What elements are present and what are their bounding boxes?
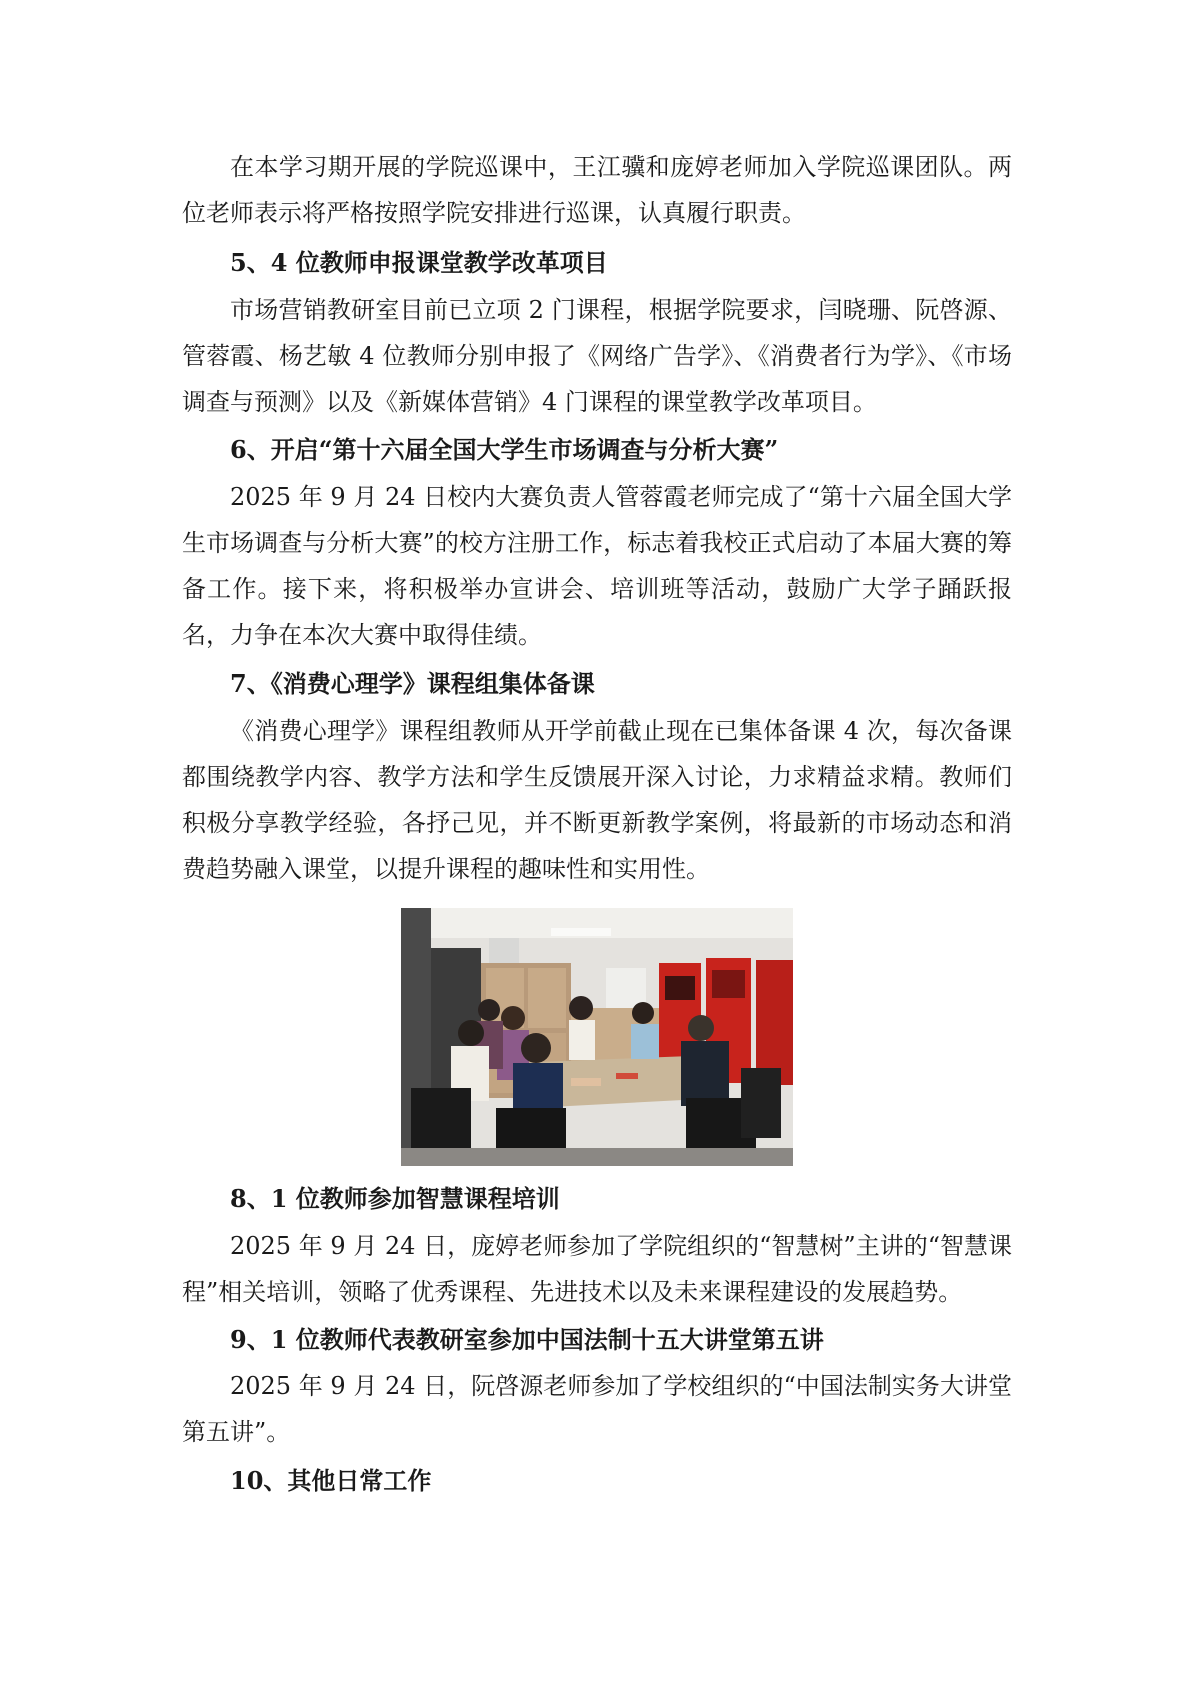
paragraph-section-9: 2025 年 9 月 24 日，阮啓源老师参加了学校组织的“中国法制实务大讲堂第五讲”。: [182, 1372, 1012, 1446]
heading-section-7: 7、《消费心理学》课程组集体备课: [230, 669, 595, 698]
paragraph-section-7: 《消费心理学》课程组教师从开学前截止现在已集体备课 4 次，每次备课都围绕教学内容、教学方法和学生反馈展开深入讨论，力求精益求精。教师们积极分享教学经验，各抒己见，并不断更新教学案例，将最新的市场动态和消费趋势融入课堂，以提升课程的趣味性和实用性。: [182, 717, 1012, 883]
paragraph-section-5: 市场营销教研室目前已立项 2 门课程，根据学院要求，闫晓珊、阮啓源、管蓉霞、杨艺敏 4 位教师分别申报了《网络广告学》、《消费者行为学》、《市场调查与预测》以及《新媒体营销》4 门课程的课堂教学改革项目。: [182, 296, 1012, 416]
meeting-photo: [401, 908, 793, 1166]
heading-section-8: 8、1 位教师参加智慧课程培训: [230, 1184, 560, 1213]
paragraph-campus-tour: 在本学习期开展的学院巡课中，王江骥和庞婷老师加入学院巡课团队。两位老师表示将严格按照学院安排进行巡课，认真履行职责。: [182, 153, 1012, 227]
paragraph-section-6: 2025 年 9 月 24 日校内大赛负责人管蓉霞老师完成了“第十六届全国大学生市场调查与分析大赛”的校方注册工作，标志着我校正式启动了本届大赛的筹备工作。接下来，将积极举办宣讲会、培训班等活动，鼓励广大学子踊跃报名，力争在本次大赛中取得佳绩。: [182, 483, 1012, 649]
heading-section-5: 5、4 位教师申报课堂教学改革项目: [230, 248, 608, 277]
heading-section-10: 10、其他日常工作: [230, 1466, 432, 1495]
paragraph-section-8: 2025 年 9 月 24 日，庞婷老师参加了学院组织的“智慧树”主讲的“智慧课程”相关培训，领略了优秀课程、先进技术以及未来课程建设的发展趋势。: [182, 1232, 1012, 1306]
heading-section-6: 6、开启“第十六届全国大学生市场调查与分析大赛”: [230, 435, 779, 464]
heading-section-9: 9、1 位教师代表教研室参加中国法制十五大讲堂第五讲: [230, 1325, 824, 1354]
